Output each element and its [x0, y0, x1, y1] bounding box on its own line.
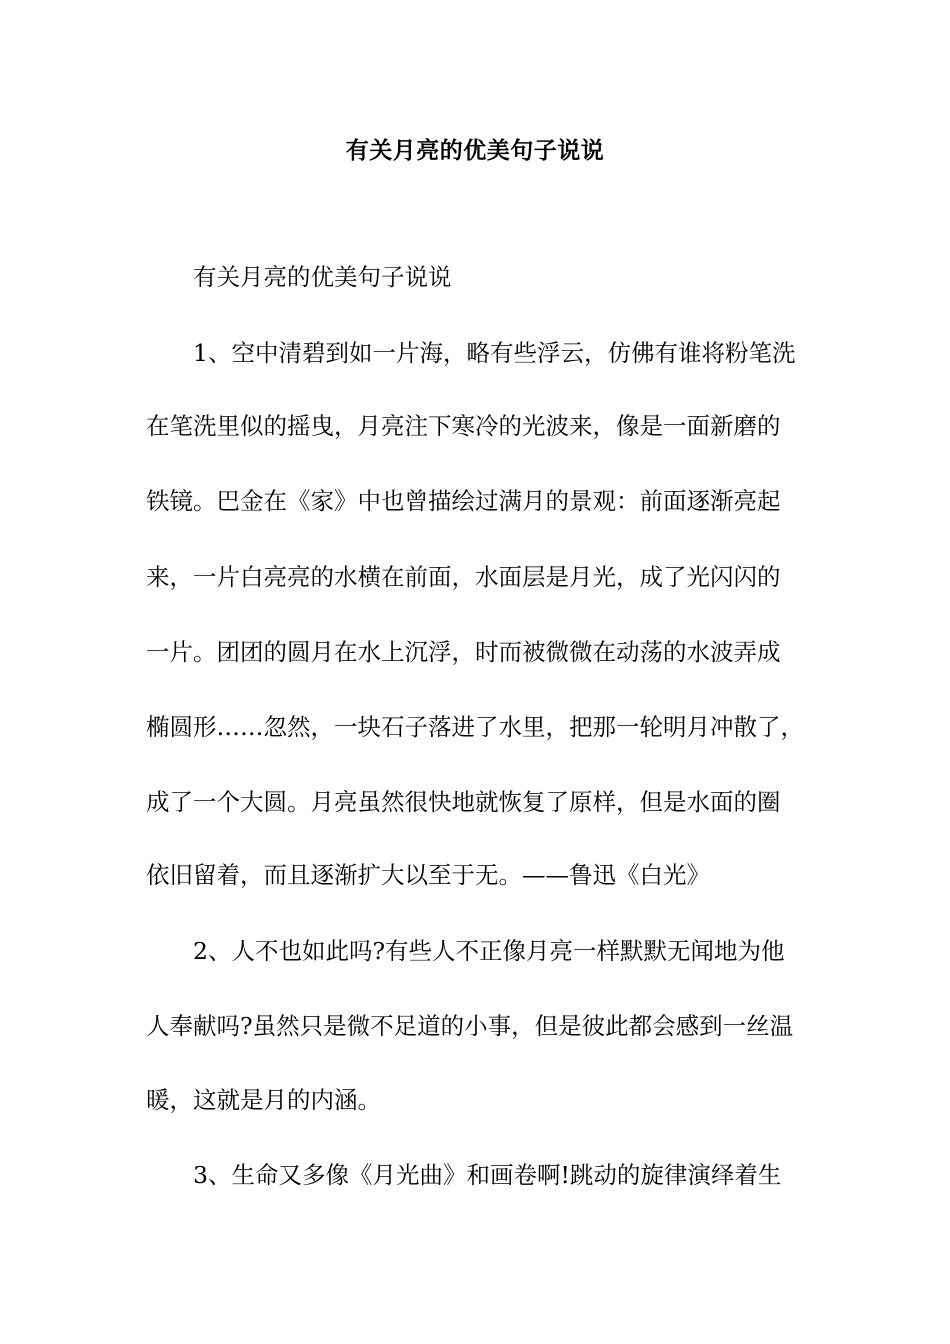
paragraph-line: 来，一片白亮亮的水横在前面，水面层是月光，成了光闪闪的: [146, 563, 781, 591]
paragraph-line: 椭圆形……忽然，一块石子落进了水里，把那一轮明月冲散了，: [146, 713, 804, 741]
subtitle-line: 有关月亮的优美句子说说: [193, 263, 452, 291]
paragraph-line: 依旧留着，而且逐渐扩大以至于无。——鲁迅《白光》: [146, 861, 710, 889]
document-title: 有关月亮的优美句子说说: [345, 137, 605, 164]
paragraph-line: 暖，这就是月的内涵。: [146, 1086, 381, 1114]
paragraph-line: 一片。团团的圆月在水上沉浮，时而被微微在动荡的水波弄成: [146, 638, 781, 666]
paragraph-line: 人奉献吗?虽然只是微不足道的小事，但是彼此都会感到一丝温: [146, 1012, 794, 1040]
paragraph-line: 铁镜。巴金在《家》中也曾描绘过满月的景观：前面逐渐亮起: [146, 487, 781, 515]
paragraph-line: 1、空中清碧到如一片海，略有些浮云，仿佛有谁将粉笔洗: [193, 339, 796, 367]
paragraph-line: 成了一个大圆。月亮虽然很快地就恢复了原样，但是水面的圈: [146, 788, 781, 816]
paragraph-line: 3、生命又多像《月光曲》和画卷啊!跳动的旋律演绎着生: [193, 1161, 782, 1189]
paragraph-line: 在笔洗里似的摇曳，月亮注下寒冷的光波来，像是一面新磨的: [146, 412, 781, 440]
paragraph-line: 2、人不也如此吗?有些人不正像月亮一样默默无闻地为他: [193, 937, 785, 965]
